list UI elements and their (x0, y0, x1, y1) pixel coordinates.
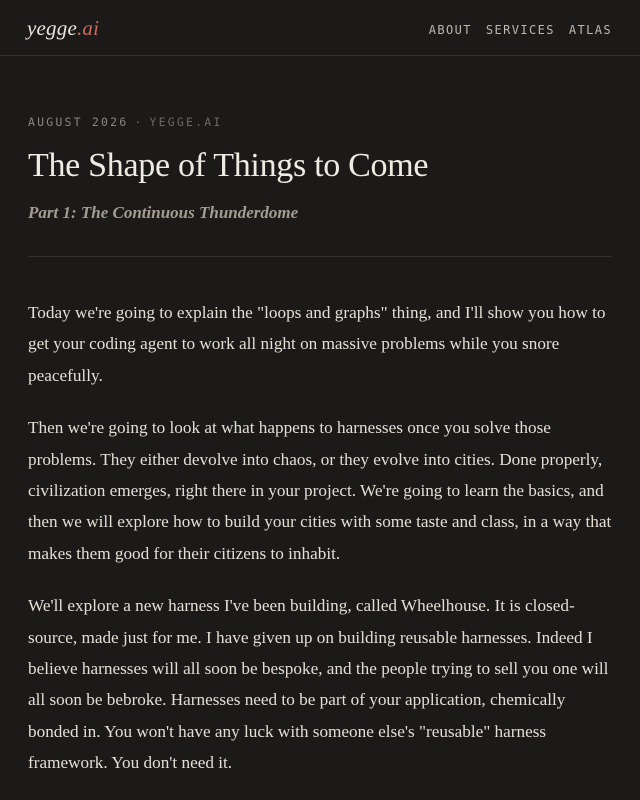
page-title: The Shape of Things to Come (28, 147, 429, 184)
page-subtitle: Part 1: The Continuous Thunderdome (28, 203, 299, 222)
main-nav (429, 23, 612, 37)
post-meta (28, 115, 223, 129)
site-logo[interactable] (27, 16, 99, 41)
site-header (0, 0, 640, 56)
brand-tld: .ai (76, 16, 100, 40)
nav-atlas-link[interactable]: ATLAS (568, 23, 612, 37)
article-body (28, 297, 612, 800)
post-site: YEGGE.AI (149, 115, 223, 129)
paragraph: Today we're going to explain the "loops and graphs" thing, and I'll show you how to get your coding agent to work all night on massive problems while you snore peacefully. (28, 303, 606, 385)
post-date: AUGUST 2026 (28, 115, 129, 129)
nav-about-link[interactable]: ABOUT (428, 23, 472, 37)
nav-services-link[interactable]: SERVICES (485, 23, 555, 37)
paragraph: We'll explore a new harness I've been building, called Wheelhouse. It is closed-source, made just for me. I have given up on building reusable harnesses. Indeed I believe harnesses will all soon be bespoke, and the people trying to sell you one will all soon be bebroke. Harnesses need to be part of your application, chemically bonded in. You won't have any luck with someone else's "reusable" harness framework. You don't need it. (28, 596, 609, 773)
brand-name: yegge (27, 16, 77, 40)
meta-separator: · (134, 115, 144, 129)
header-divider (28, 256, 612, 257)
paragraph: Then we're going to look at what happens to harnesses once you solve those problems. They either devolve into chaos, or they evolve into cities. Done properly, civilization emerges, right there in your project. We're going to learn the basics, and then we will explore how to build your cities with some taste and class, in a way that makes them good for their citizens to inhabit. (28, 418, 612, 563)
